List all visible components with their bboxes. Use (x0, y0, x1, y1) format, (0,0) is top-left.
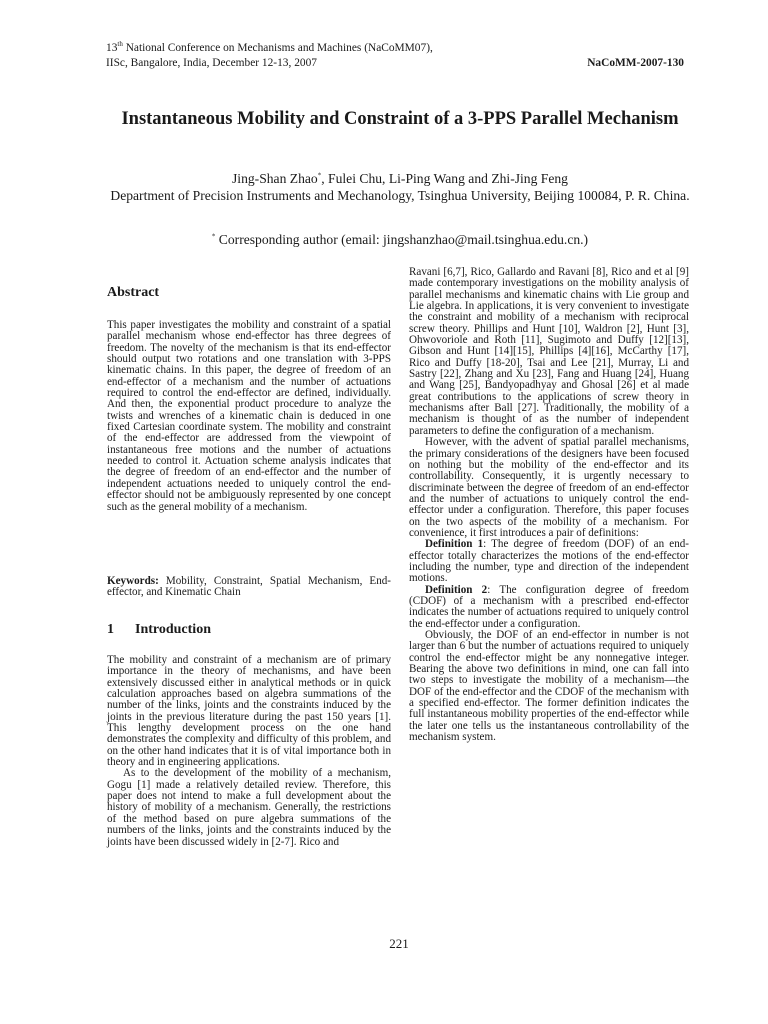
right-column (409, 267, 689, 743)
paragraph: Obviously, the DOF of an end-effector in number is not larger than 6 but the number of actuations required to uniquely control the end-effector might be any nonnegative integer. Bearing the above two definitions in mind, one can fall into two steps to investigate the mobility of a mechanism—the DOF of the end-effector and the CDOF of the mechanism with a specified end-effector. The former definition indicates the full instantaneous mobility properties of the end-effector while the later one tells us the instantaneous controllability of the mechanism system. (409, 629, 689, 744)
paper-title: Instantaneous Mobility and Constraint of a 3-PPS Parallel Mechanism (121, 109, 679, 129)
author-block (80, 170, 720, 204)
corresponding-author: * Corresponding author (email: jingshanzhao@mail.tsinghua.edu.cn.) (211, 232, 589, 247)
definition-1: Definition 1: The degree of freedom (DOF) of an end-effector totally characterizes the motions of the end-effector including the number, type and direction of the independent motions. (409, 538, 689, 585)
abstract-text: This paper investigates the mobility and constraint of a spatial parallel mechanism whose end-effector has three degrees of freedom. The novelty of the mechanism is that its end-effector should output two rotations and one translation with 3-PPS kinematic chains. In this paper, the degree of freedom of an end-effector of a mechanism and the number of actuations required to control the end-effector are defined, individually. And then, the exponential product procedure to analyze the twists and wrenches of a kinematic chain is deduced in one fixed Cartesian coordinate system. The mobility and constraint of the end-effector are addressed from the viewpoint of instantaneous free motions and the number of actuations needed to control it. Actuation scheme analysis indicates that the degree of freedom of an end-effector and the number of independent actuations needed to uniquely control the end-effector should not be ambiguously represented by one concept such as the general mobility of a mechanism. (107, 319, 391, 513)
paragraph: The mobility and constraint of a mechanism are of primary importance in the theory of mechanisms, and have been extensively discussed either in analytical methods or in quick calculation approaches based on algebra summations of the number of the links, joints and the constraints induced by the joints in the previous literature during the past 150 years [1]. This lengthy development process on the one hand demonstrates the complexity and difficulty of this problem, and on the other hand indicates that it is of vital importance both in theory and in engineering applications. (107, 654, 391, 769)
abstract-heading: Abstract (107, 285, 160, 300)
author-list: Jing-Shan Zhao*, Fulei Chu, Li-Ping Wang and Zhi-Jing Feng (232, 171, 568, 186)
intro-heading: 1 Introduction (107, 622, 211, 637)
paper-id: NaCoMM-2007-130 (587, 57, 684, 69)
keywords: Keywords: Mobility, Constraint, Spatial Mechanism, End-effector, and Kinematic Chain (107, 575, 391, 599)
intro-text (107, 655, 391, 848)
affiliation: Department of Precision Instruments and Mechanology, Tsinghua University, Beijing 100084, P. R. China. (110, 188, 690, 203)
conference-name: 13th National Conference on Mechanisms and Machines (NaCoMM07), (106, 40, 433, 54)
conference-header (106, 41, 433, 71)
paragraph: Ravani [6,7], Rico, Gallardo and Ravani [8], Rico and et al [9] made contemporary investigations on the mobility analysis of parallel mechanisms and kinematic chains with Lie group and Lie algebra. In applications, it is very convenient to investigate the constraint and mobility of a mechanism with reciprocal screw theory. Phillips and Hunt [10], Waldron [2], Hunt [3], Ohwovoriole and Roth [11], Sugimoto and Duffy [12][13], Gibson and Hunt [14][15], Phillips [4][16], McCarthy [17], Rico and Duffy [18-20], Tsai and Lee [21], Murray, Li and Sastry [22], Zhang and Xu [23], Fang and Huang [24], Huang and Wang [25], Bandyopadhyay and Ghosal [26] et al made great contributions to the applications of screw theory in mechanisms after Ball [27]. Traditionally, the mobility of a mechanism is thought of as the number of independent parameters to define the configuration of a mechanism. (409, 266, 689, 437)
page-number: 221 (389, 936, 409, 951)
conference-location: IISc, Bangalore, India, December 12-13, 2007 (106, 57, 317, 69)
paragraph: As to the development of the mobility of a mechanism, Gogu [1] made a relatively detailed review. Therefore, this paper does not intend to make a full development about the history of mobility of a mechanism. Generally, the restrictions of the method based on pure algebra summations of the numbers of the links, joints and the constraints induced by the joints have been discussed widely in [2-7]. Rico and (107, 767, 391, 848)
definition-2: Definition 2: The configuration degree of freedom (CDOF) of a mechanism with a prescribed end-effector indicates the number of actuations required to uniquely control the end-effector under a configuration. (409, 583, 689, 630)
paragraph: However, with the advent of spatial parallel mechanisms, the primary considerations of the designers have been focused on nothing but the mobility of the end-effector and its controllability. Consequently, it is urgently necessary to discriminate between the degree of freedom of an end-effector and the number of actuations to uniquely control the end-effector under a configuration. Therefore, this paper focuses on the two aspects of the mobility of a mechanism. For convenience, it first introduces a pair of definitions: (409, 436, 689, 539)
